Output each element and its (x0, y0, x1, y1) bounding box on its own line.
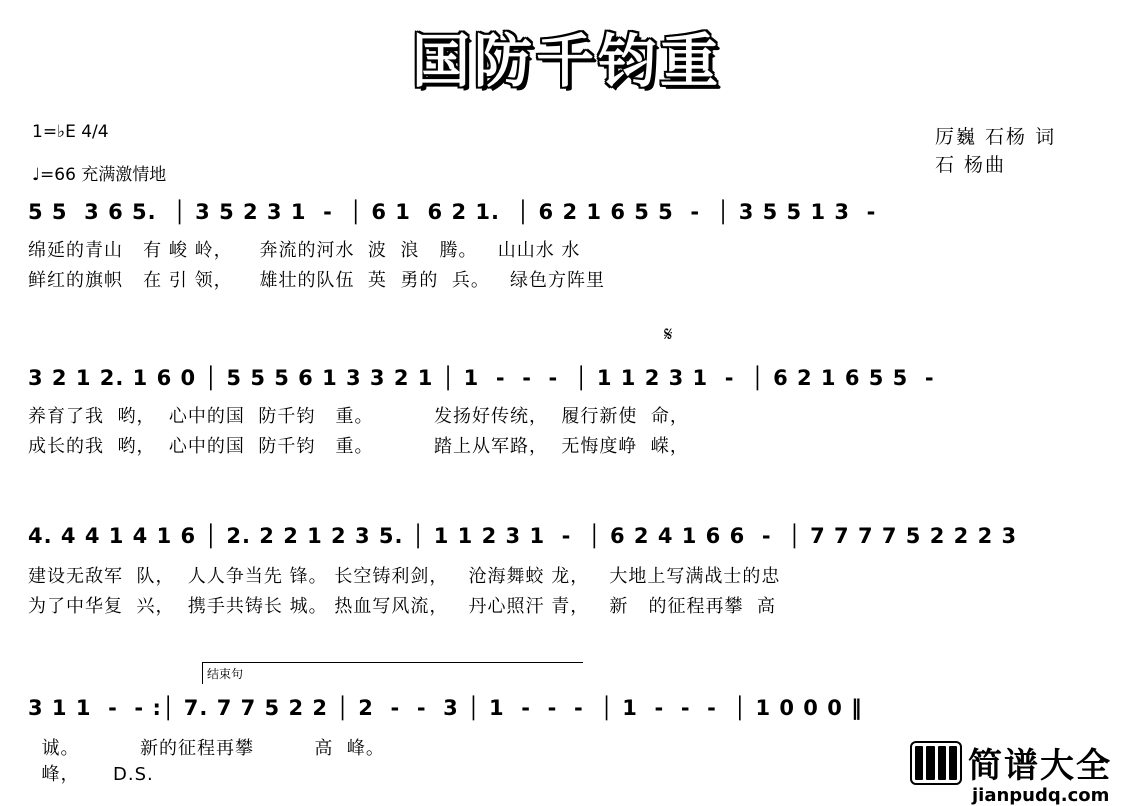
piano-keys-icon (910, 741, 962, 785)
lyrics-row-2-verse-1: 养育了我 哟， 心中的国 防千钧 重。 发扬好传统， 履行新使 命， (28, 406, 689, 427)
score-row-2: 3 2 1 2. 1 6 0 │ 5 5 5 6 1 3 3 2 1 │ 1 - - - │ 1 1 2 3 1 - │ 6 2 1 6 5 5 - (28, 366, 935, 390)
lyricist-credit: 厉巍 石杨 词 (935, 126, 1057, 148)
score-row-4: 3 1 1 - - :│ 7. 7 7 5 2 2 │ 2 - - 3 │ 1 - - - │ 1 - - - │ 1 0 0 0 ‖ (28, 696, 863, 720)
song-title: 国防千钧重 (411, 27, 722, 95)
lyrics-row-4-verse-1: 诚。 新的征程再攀 高 峰。 (28, 738, 385, 759)
lyrics-row-3-verse-2: 为了中华复 兴， 携手共铸长 城。 热血写风流， 丹心照汗 青， 新 的征程再攀 高 (28, 596, 776, 617)
lyrics-row-1-verse-2: 鲜红的旗帜 在 引 领， 雄壮的队伍 英 勇的 兵。 绿色方阵里 (28, 270, 605, 291)
score-row-3: 4. 4 4 1 4 1 6 │ 2. 2 2 1 2 3 5. │ 1 1 2 3 1 - │ 6 2 4 1 6 6 - │ 7 7 7 7 5 2 2 2 3 (28, 524, 1018, 548)
watermark-url: jianpudq.com (972, 785, 1110, 806)
ending-bracket (202, 662, 583, 684)
lyrics-row-4-verse-2: 峰， D.S. (28, 764, 154, 785)
segno-mark: 𝄋 (664, 322, 673, 346)
lyrics-row-2-verse-2: 成长的我 哟， 心中的国 防千钧 重。 踏上从军路， 无悔度峥 嵘， (28, 436, 689, 457)
watermark (910, 738, 1112, 806)
ending-label: 结束句 (207, 667, 244, 681)
lyrics-row-1-verse-1: 绵延的青山 有 峻 岭， 奔流的河水 波 浪 腾。 山山水 水 (28, 240, 581, 261)
key-signature: 1=♭E 4/4 (32, 122, 109, 142)
lyrics-row-3-verse-1: 建设无敌军 队， 人人争当先 锋。 长空铸利剑， 沧海舞蛟 龙， 大地上写满战士的忠 (28, 566, 781, 587)
composer-credit: 石 杨曲 (935, 154, 1007, 176)
watermark-name: 简谱大全 (968, 746, 1112, 786)
score-row-1: 5 5 3 6 5. │ 3 5 2 3 1 - │ 6 1 6 2 1. │ 6 2 1 6 5 5 - │ 3 5 5 1 3 - (28, 200, 877, 224)
tempo-marking: ♩=66 充满激情地 (32, 165, 167, 185)
